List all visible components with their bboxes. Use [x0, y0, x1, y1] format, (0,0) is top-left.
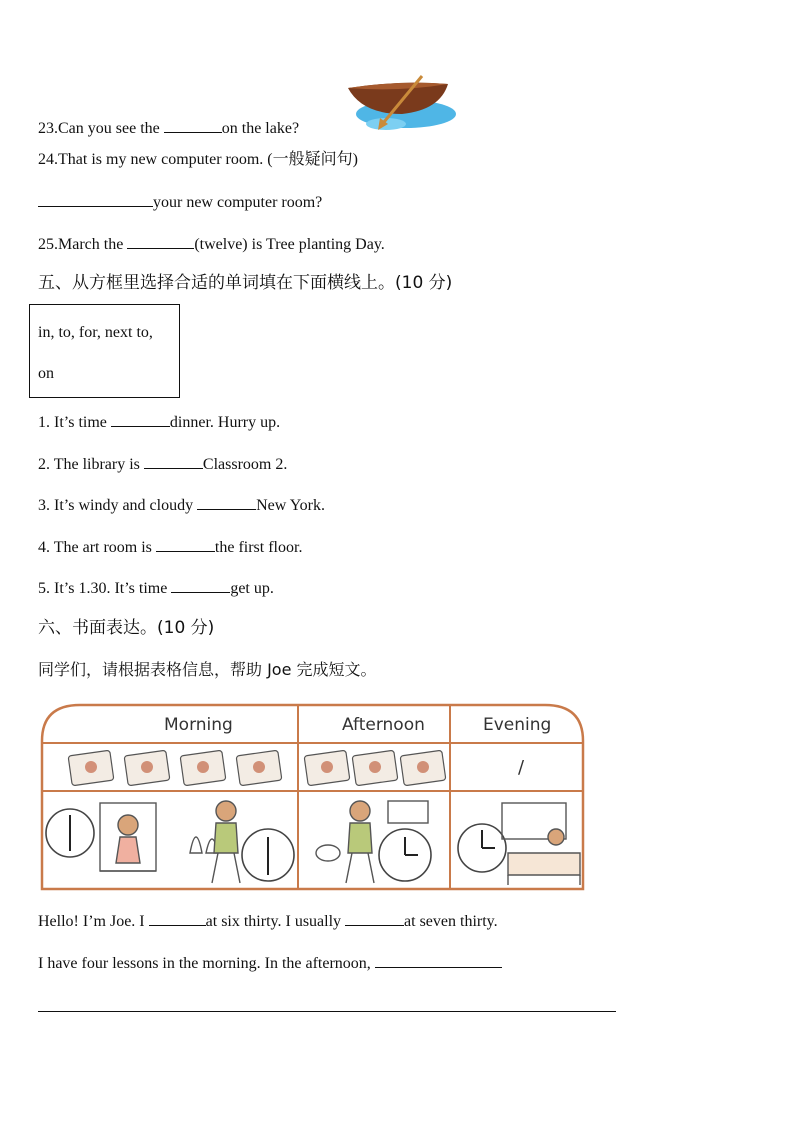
rowboat-illustration — [340, 74, 458, 136]
answer-blank[interactable] — [127, 234, 194, 249]
passage-line-1: Hello! I’m Joe. I at six thirty. I usually at seven thirty. — [38, 913, 498, 930]
section-5-item: 1. It’s time dinner. Hurry up. — [38, 414, 281, 431]
section-5-item: 2. The library is Classroom 2. — [38, 456, 288, 473]
writing-answer-line[interactable] — [38, 1011, 616, 1012]
table-header-morning: Morning — [164, 715, 233, 735]
answer-blank[interactable] — [171, 578, 230, 593]
word-box-line: on — [38, 365, 54, 382]
question-24-prompt: 24.That is my new computer room. (一般疑问句) — [38, 151, 358, 168]
passage-line-2: I have four lessons in the morning. In the afternoon, — [38, 953, 502, 974]
section-5-item: 3. It’s windy and cloudy New York. — [38, 497, 325, 514]
schedule-table — [40, 703, 585, 891]
table-header-evening: Evening — [483, 715, 552, 735]
answer-blank[interactable] — [149, 911, 206, 926]
section-6-title: 六、书面表达。(10 分) — [38, 618, 215, 638]
answer-blank[interactable] — [111, 412, 170, 427]
section-6-instruction: 同学们，请根据表格信息，帮助 Joe 完成短文。 — [38, 660, 377, 679]
answer-blank[interactable] — [197, 495, 256, 510]
answer-blank[interactable] — [156, 537, 215, 552]
question-24-answer: your new computer room? — [38, 192, 322, 213]
question-23: 23.Can you see the on the lake? — [38, 120, 300, 137]
answer-blank[interactable] — [345, 911, 404, 926]
evening-no-lesson-mark: / — [518, 757, 525, 778]
word-box — [29, 304, 180, 398]
table-header-afternoon: Afternoon — [342, 715, 425, 735]
question-25: 25.March the (twelve) is Tree planting Day. — [38, 236, 385, 253]
section-5-title: 五、从方框里选择合适的单词填在下面横线上。(10 分) — [38, 273, 453, 293]
answer-blank[interactable] — [164, 118, 222, 133]
section-5-item: 4. The art room is the first floor. — [38, 539, 303, 556]
answer-blank[interactable] — [38, 192, 153, 207]
word-box-line: in, to, for, next to, — [38, 324, 153, 341]
section-5-item: 5. It’s 1.30. It’s time get up. — [38, 580, 274, 597]
answer-blank[interactable] — [375, 953, 502, 968]
answer-blank[interactable] — [144, 454, 203, 469]
